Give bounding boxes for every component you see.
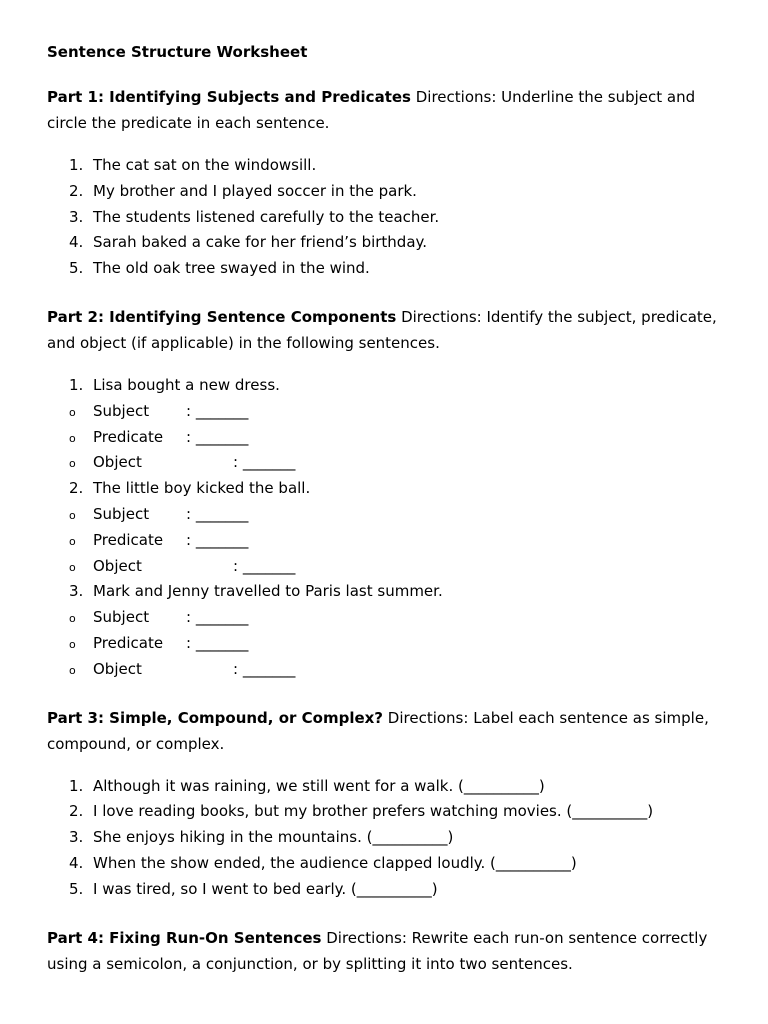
- part4-intro: [47, 925, 721, 977]
- answer-blank: : _______: [186, 530, 249, 549]
- item-text: The little boy kicked the ball.: [93, 479, 311, 498]
- predicate-field: [47, 425, 721, 451]
- answer-blank: : _______: [186, 504, 249, 523]
- bullet-icon: o: [69, 508, 76, 522]
- item-number: 3.: [69, 828, 84, 847]
- object-field: [47, 450, 721, 476]
- list-item: [47, 799, 721, 825]
- answer-blank: : _______: [186, 608, 249, 627]
- item-text: The students listened carefully to the teacher.: [93, 207, 440, 226]
- part1-heading: Part 1: Identifying Subjects and Predicates: [47, 88, 411, 106]
- item-text: The cat sat on the windowsill.: [93, 156, 317, 174]
- bullet-icon: o: [69, 637, 76, 651]
- bullet-icon: o: [69, 534, 76, 548]
- answer-blank: : _______: [233, 659, 296, 678]
- field-label: Object: [93, 659, 142, 678]
- item-text: I love reading books, but my brother prefers watching movies. (__________): [93, 802, 654, 821]
- item-number: 5.: [69, 879, 84, 898]
- list-item: [47, 476, 721, 502]
- field-label: Object: [93, 453, 142, 472]
- list-item: [47, 851, 721, 877]
- list-item: [47, 825, 721, 851]
- item-number: 3.: [69, 582, 84, 601]
- item-number: 2.: [69, 479, 84, 498]
- list-item: [47, 205, 721, 231]
- item-text: Although it was raining, we still went for a walk. (__________): [93, 776, 545, 795]
- item-number: 1.: [69, 776, 84, 795]
- part3-intro: [47, 705, 721, 757]
- field-label: Predicate: [93, 530, 164, 549]
- list-item: [47, 179, 721, 205]
- list-item: [47, 230, 721, 256]
- part4-directions: Directions: Rewrite each run-on sentence correctly using a semicolon, a conjunction, or by splitting it into two sentences.: [47, 928, 708, 973]
- predicate-field: [47, 631, 721, 657]
- item-number: 1.: [69, 156, 84, 174]
- field-label: Subject: [93, 504, 150, 523]
- answer-blank: : _______: [233, 556, 296, 575]
- field-label: Object: [93, 556, 142, 575]
- item-text: When the show ended, the audience clapped loudly. (__________): [93, 853, 577, 872]
- answer-blank: : _______: [186, 401, 249, 420]
- bullet-icon: o: [69, 457, 76, 471]
- item-text: My brother and I played soccer in the park.: [93, 181, 417, 200]
- subject-field: [47, 399, 721, 425]
- bullet-icon: o: [69, 405, 76, 419]
- list-item: [47, 579, 721, 605]
- field-label: Subject: [93, 608, 150, 627]
- item-text: Lisa bought a new dress.: [93, 375, 280, 394]
- item-number: 2.: [69, 802, 84, 821]
- item-number: 3.: [69, 207, 84, 226]
- bullet-icon: o: [69, 560, 76, 574]
- predicate-field: [47, 528, 721, 554]
- subject-field: [47, 605, 721, 631]
- part1-intro: [47, 84, 721, 136]
- part3-directions: Directions: Label each sentence as simple, compound, or complex.: [47, 708, 709, 753]
- item-text: I was tired, so I went to bed early. (__________): [93, 879, 438, 898]
- bullet-icon: o: [69, 663, 76, 677]
- part2-list: [47, 373, 721, 683]
- part2-heading: Part 2: Identifying Sentence Components: [47, 307, 397, 326]
- answer-blank: : _______: [186, 633, 249, 652]
- part2-directions: Directions: Identify the subject, predicate, and object (if applicable) in the following sentences.: [47, 307, 717, 352]
- item-number: 2.: [69, 181, 84, 200]
- item-text: She enjoys hiking in the mountains. (__________): [93, 828, 454, 847]
- list-item: [47, 256, 721, 282]
- list-item: [47, 153, 721, 179]
- object-field: [47, 657, 721, 683]
- part3-list: [47, 774, 721, 903]
- component-fields: [47, 399, 721, 476]
- part4-heading: Part 4: Fixing Run-On Sentences: [47, 928, 322, 947]
- part1-directions: Directions: Underline the subject and circle the predicate in each sentence.: [47, 88, 696, 132]
- component-fields: [47, 502, 721, 579]
- list-item: [47, 877, 721, 903]
- worksheet-title: Sentence Structure Worksheet: [47, 43, 308, 61]
- part2-intro: [47, 304, 721, 356]
- bullet-icon: o: [69, 431, 76, 445]
- subject-field: [47, 502, 721, 528]
- answer-blank: : _______: [186, 427, 249, 446]
- item-number: 4.: [69, 853, 84, 872]
- list-item: [47, 774, 721, 800]
- item-text: Mark and Jenny travelled to Paris last summer.: [93, 582, 443, 601]
- answer-blank: : _______: [233, 453, 296, 472]
- part1-list: [47, 153, 721, 282]
- component-fields: [47, 605, 721, 682]
- part3-heading: Part 3: Simple, Compound, or Complex?: [47, 708, 384, 727]
- bullet-icon: o: [69, 612, 76, 626]
- list-item: [47, 373, 721, 399]
- item-text: The old oak tree swayed in the wind.: [93, 259, 370, 278]
- item-text: Sarah baked a cake for her friend’s birthday.: [93, 233, 428, 252]
- field-label: Predicate: [93, 427, 164, 446]
- object-field: [47, 554, 721, 580]
- field-label: Predicate: [93, 633, 164, 652]
- item-number: 4.: [69, 233, 84, 252]
- field-label: Subject: [93, 401, 150, 420]
- item-number: 1.: [69, 375, 84, 394]
- item-number: 5.: [69, 259, 84, 278]
